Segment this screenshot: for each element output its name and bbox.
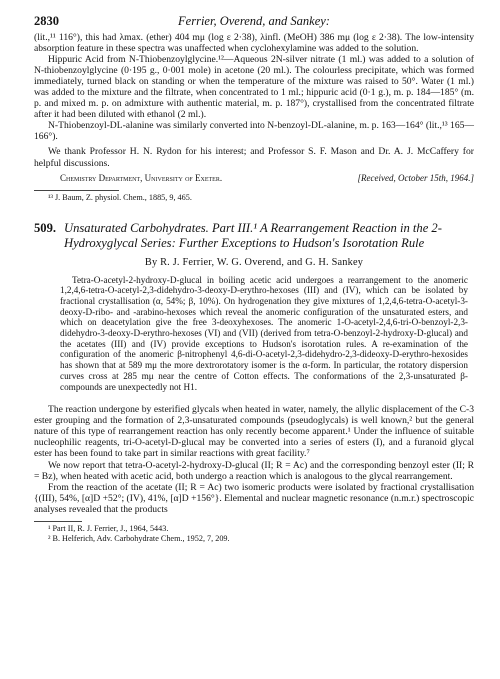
affiliation-row — [34, 172, 474, 184]
page-header — [34, 14, 474, 32]
received-date: [Received, October 15th, 1964.] — [357, 172, 474, 183]
journal-page — [34, 14, 474, 544]
affiliation: Chemistry Department, University of Exeter. — [60, 172, 223, 183]
footnote-divider-2 — [34, 521, 82, 522]
footnote-divider — [34, 190, 119, 191]
hippuric-acid-paragraph: Hippuric Acid from N-Thiobenzoylglycine.¹²—Aqueous 2N-silver nitrate (1 ml.) was added to a solution of N-thiobenzoylglycine (0·195 g., 0·001 mole) in acetone (20 ml.). The colourless precipitate, which was formed immediately, turned black on standing or when the temperature of the mixture was raised to 50°. Water (1 ml.) was added to the mixture and the filtrate, when concentrated to 1 ml.; hippuric acid (0·1 g.), m. p. 184—185° (m. p. and mixed m. p. on admixture with authentic material, m. p. 187°), crystallised from the concentrated filtrate after it had been diluted with ethanol (2 ml.). — [34, 54, 474, 121]
article-title: Unsaturated Carbohydrates. Part III.¹ A Rearrangement Reaction in the 2-Hydroxyglycal Series: Further Exceptions to Hudson's Isorotation Rule — [64, 220, 442, 250]
footnote-13: ¹³ J. Baum, Z. physiol. Chem., 1885, 9, 465. — [48, 192, 192, 202]
alanine-paragraph: N-Thiobenzoyl-DL-alanine was similarly converted into N-benzoyl-DL-alanine, m. p. 163—164° (lit.,¹³ 165—166°). — [34, 120, 475, 143]
body-paragraph-2: We now report that tetra-O-acetyl-2-hydroxy-D-glucal (II; R = Ac) and the corresponding benzoyl ester (II; R = Bz), when heated with acetic acid, both undergo a reaction which is analogous to the glycal rearrangement. — [34, 459, 474, 482]
acknowledgement: We thank Professor H. N. Rydon for his interest; and Professor S. F. Mason and Dr. A. J. McCaffery for helpful discussions. — [34, 146, 474, 169]
page-number: 2830 — [34, 14, 59, 28]
article-heading — [34, 221, 474, 251]
prev-article-continuation: (lit.,¹¹ 116°), this had λmax. (ether) 404 mμ (log ε 2·38), λinfl. (MeOH) 386 mμ (log ε 2·38). The low-intensity absorption feature in these spectra was unaffected when cyclohexylamine was added to the solution. — [34, 32, 474, 55]
footnote-2: ² B. Helferich, Adv. Carbohydrate Chem., 1952, 7, 209. — [48, 533, 230, 543]
article-authors: By R. J. Ferrier, W. G. Overend, and G. H. Sankey — [144, 256, 364, 268]
body-paragraph-1: The reaction undergone by esterified glycals when heated in water, namely, the allylic displacement of the C-3 ester grouping and the formation of 2,3-unsaturated compounds (pseudoglycals) is well known,² but the general nature of this type of rearrangement reaction has only recently become apparent.¹ Under the influence of suitable nucleophilic reagents, tri-O-acetyl-D-glucal may be converted into a series of esters (I), and a furanoid glycal ester has been found to take part in similar reactions with great facility.⁷ — [34, 404, 474, 460]
article-number: 509. — [34, 220, 57, 235]
article-abstract: Tetra-O-acetyl-2-hydroxy-D-glucal in boiling acetic acid undergoes a rearrangement to the anomeric 1,2,4,6-tetra-O-acetyl-2,3-didehydro-3-deoxy-D-erythro-hexoses (III) and (IV), which can be isolated by fractional crystallisation (α, 54%; β, 10%). On hydrogenation they give mixtures of 1,2,4,6-tetra-O-acetyl-3-deoxy-D-ribo- and -arabino-hexoses which reveal the anomeric configuration of the unsaturated esters, and which on deacetylation give the free 3-deoxyhexoses. The anomeric 1-O-acetyl-2,4,6-tri-O-benzoyl-2,3-didehydro-3-deoxy-D-erythro-hexoses (VI) and (VII) (derived from tetra-O-benzoyl-2-hydroxy-D-glucal) and the acetates (III) and (IV) provide exceptions to Hudson's isorotation rules. A re-examination of the configuration of the anomeric β-nitrophenyl 4,6-di-O-acetyl-2,3-didehydro-2,3-dideoxy-D-erythro-hexosides has shown that at 589 mμ the more dextrorotatory isomer is the α-form. In particular, the rotatory dispersion curves cross at 285 mμ near the centre of Cotton effects. The conformations of the 2,3-unsaturated β-compounds are unexpectedly not H1. — [60, 274, 468, 392]
body-paragraph-3: From the reaction of the acetate (II; R = Ac) two isomeric products were isolated by fractional crystallisation {(III), 54%, [α]D +52°; (IV), 41%, [α]D +156°}. Elemental and nuclear magnetic resonance (n.m.r.) spectroscopic analyses revealed that the products — [34, 481, 474, 515]
running-head: Ferrier, Overend, and Sankey: — [178, 14, 330, 28]
footnote-1: ¹ Part II, R. J. Ferrier, J., 1964, 5443. — [48, 523, 169, 533]
